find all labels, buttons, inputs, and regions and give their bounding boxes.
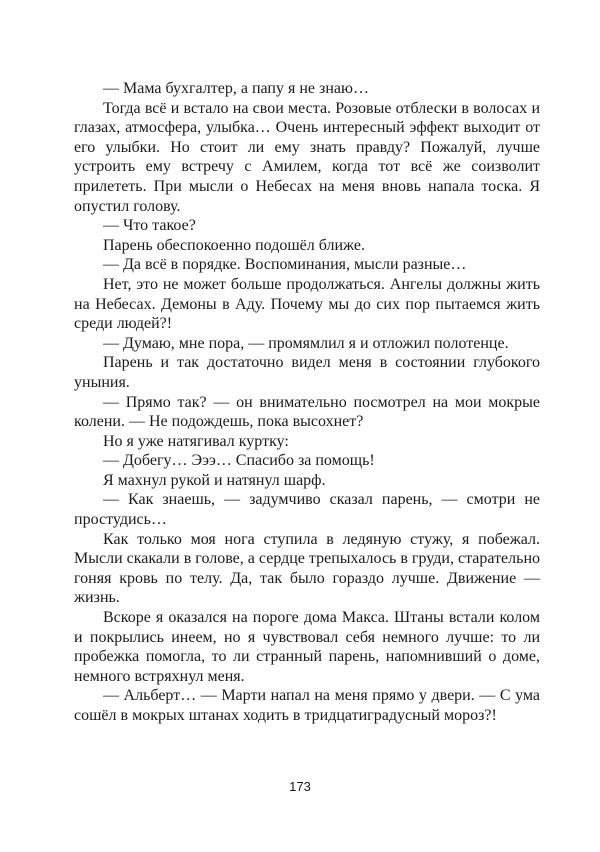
page-number: 173	[289, 779, 311, 794]
body-text	[74, 79, 540, 726]
paragraph: — Альберт… — Марти напал на меня прямо у двери. — С ума сошёл в мокрых штанах ходить в тридцатиградусный мороз?!	[74, 687, 540, 724]
paragraph: Я махнул рукой и натянул шарф.	[103, 471, 326, 489]
paragraph: Парень обеспокоенно подошёл ближе.	[103, 236, 365, 254]
paragraph: — Думаю, мне пора, — промямлил я и отложил полотенце.	[103, 334, 509, 352]
paragraph: Парень и так достаточно видел меня в состоянии глубокого уныния.	[74, 354, 540, 391]
paragraph: — Прямо так? — он внимательно посмотрел на мои мокрые колени. — Не подождешь, пока высохнет?	[74, 393, 540, 431]
paragraph: Вскоре я оказался на пороге дома Макса. Штаны встали колом и покрылись инеем, но я чувствовал себя немного лучше: то ли пробежка помогла, то ли странный парень, напомнивший о доме, немного встряхнул меня.	[74, 609, 540, 685]
paragraph: — Как знаешь, — задумчиво сказал парень, — смотри не простудись…	[74, 491, 540, 529]
paragraph: — Что такое?	[103, 217, 196, 235]
paragraph: Как только моя нога ступила в ледяную стужу, я побежал. Мысли скакали в голове, а сердце трепыхалось в груди, старательно гоняя кровь по телу. Да, так было гораздо лучше. Движение — жизнь.	[74, 530, 540, 607]
paragraph: — Добегу… Эээ… Спасибо за помощь!	[103, 452, 375, 470]
paragraph: — Да всё в порядке. Воспоминания, мысли разные…	[103, 256, 467, 274]
paragraph: Нет, это не может больше продолжаться. Ангелы должны жить на Небесах. Демоны в Аду. Почему мы до сих пор пытаемся жить среди людей?!	[74, 275, 540, 333]
paragraph: — Мама бухгалтер, а папу я не знаю…	[103, 80, 369, 97]
paragraph: Но я уже натягивал куртку:	[103, 432, 289, 450]
paragraph: Тогда всё и встало на свои места. Розовые отблески в волосах и глазах, атмосфера, улыбка… Очень интересный эффект выходит от его улыбки. Но стоит ли ему знать правду? Пожалуй, лучше устроить ему встречу с Амилем, когда тот всё же соизволит прилететь. При мысли о Небесах на меня вновь напала тоска. Я опустил голову.	[74, 99, 540, 215]
